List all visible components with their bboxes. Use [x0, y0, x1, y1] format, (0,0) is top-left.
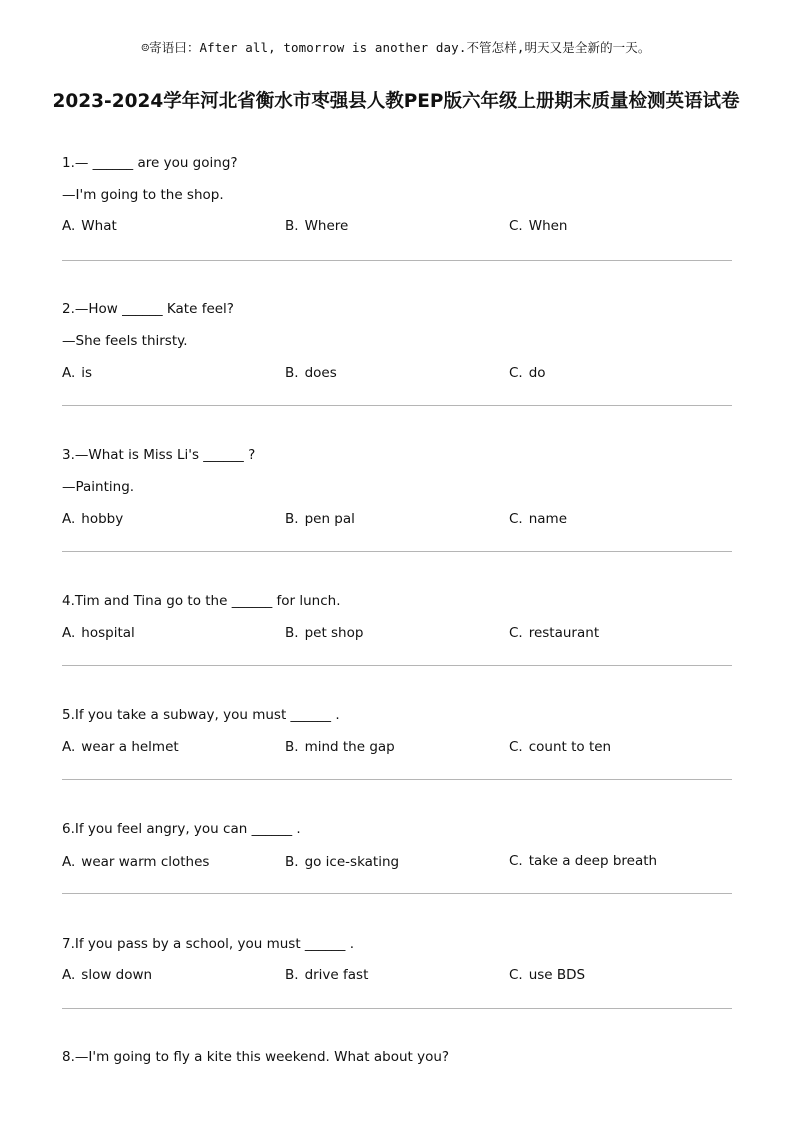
question-divider [62, 551, 732, 552]
option-letter: B. [285, 854, 299, 870]
question-7-option-a[interactable] [62, 967, 152, 983]
question-4-stem: 4.Tim and Tina go to the ______ for lunch. [62, 593, 341, 609]
question-5-option-b[interactable] [285, 739, 395, 755]
option-letter: A. [62, 218, 76, 234]
question-divider [62, 665, 732, 666]
option-letter: C. [509, 853, 523, 869]
question-2-option-c[interactable] [509, 365, 546, 381]
option-letter: A. [62, 739, 76, 755]
question-2-option-a[interactable] [62, 365, 92, 381]
question-7-option-c[interactable] [509, 967, 585, 983]
option-letter: B. [285, 625, 299, 641]
question-8-stem: 8.—I'm going to fly a kite this weekend. What about you? [62, 1049, 450, 1065]
option-letter: B. [285, 739, 299, 755]
option-text: hospital [81, 625, 135, 641]
option-text: do [528, 365, 546, 381]
option-text: pet shop [304, 625, 364, 641]
question-4-option-c[interactable] [509, 625, 599, 641]
question-5-option-a[interactable] [62, 739, 179, 755]
option-letter: A. [62, 625, 76, 641]
option-letter: C. [509, 739, 523, 755]
question-1-option-c[interactable] [509, 218, 568, 234]
question-1-option-b[interactable] [285, 218, 348, 234]
question-6-option-b[interactable] [285, 854, 399, 870]
option-letter: C. [509, 365, 523, 381]
option-text: drive fast [304, 967, 369, 983]
option-text: What [81, 218, 117, 234]
option-letter: B. [285, 218, 299, 234]
option-text: take a deep breath [528, 853, 658, 869]
question-divider [62, 405, 732, 406]
option-letter: A. [62, 365, 76, 381]
option-text: slow down [81, 967, 153, 983]
option-letter: B. [285, 967, 299, 983]
question-3-option-c[interactable] [509, 511, 567, 527]
option-text: Where [304, 218, 349, 234]
option-letter: C. [509, 218, 523, 234]
question-6-stem: 6.If you feel angry, you can ______ . [62, 821, 301, 837]
question-6-option-a[interactable] [62, 854, 209, 870]
option-letter: B. [285, 511, 299, 527]
question-1-stem: 1.— ______ are you going? [62, 155, 238, 171]
option-text: use BDS [528, 967, 586, 983]
question-divider [62, 779, 732, 780]
option-letter: A. [62, 967, 76, 983]
option-text: name [528, 511, 568, 527]
option-text: wear warm clothes [81, 854, 210, 870]
option-text: pen pal [304, 511, 355, 527]
question-divider [62, 1008, 732, 1009]
question-1-answer-line: —I'm going to the shop. [62, 187, 224, 203]
option-text: go ice-skating [304, 854, 400, 870]
option-text: count to ten [528, 739, 612, 755]
question-7-option-b[interactable] [285, 967, 368, 983]
option-text: mind the gap [304, 739, 395, 755]
option-letter: A. [62, 854, 76, 870]
question-1-option-a[interactable] [62, 218, 117, 234]
question-3-answer-line: —Painting. [62, 479, 135, 495]
option-letter: C. [509, 511, 523, 527]
option-text: hobby [81, 511, 124, 527]
option-letter: C. [509, 967, 523, 983]
option-letter: C. [509, 625, 523, 641]
question-divider [62, 260, 732, 261]
question-7-stem: 7.If you pass by a school, you must ______ . [62, 936, 354, 952]
option-text: does [304, 365, 337, 381]
question-6-option-c[interactable] [509, 853, 657, 869]
question-3-stem: 3.—What is Miss Li's ______ ? [62, 447, 256, 463]
question-5-option-c[interactable] [509, 739, 611, 755]
option-letter: A. [62, 511, 76, 527]
option-text: restaurant [528, 625, 600, 641]
question-2-stem: 2.—How ______ Kate feel? [62, 301, 234, 317]
option-text: When [528, 218, 568, 234]
question-3-option-a[interactable] [62, 511, 123, 527]
motto-header: ☺寄语曰：After all, tomorrow is another day.不管怎样,明天又是全新的一天。 [141, 40, 651, 55]
question-4-option-a[interactable] [62, 625, 135, 641]
question-divider [62, 893, 732, 894]
question-3-option-b[interactable] [285, 511, 355, 527]
option-text: wear a helmet [81, 739, 179, 755]
question-2-option-b[interactable] [285, 365, 337, 381]
question-4-option-b[interactable] [285, 625, 363, 641]
question-5-stem: 5.If you take a subway, you must ______ . [62, 707, 340, 723]
page-title: 2023-2024学年河北省衡水市枣强县人教PEP版六年级上册期末质量检测英语试卷 [52, 91, 740, 112]
question-2-answer-line: —She feels thirsty. [62, 333, 188, 349]
option-letter: B. [285, 365, 299, 381]
option-text: is [81, 365, 93, 381]
